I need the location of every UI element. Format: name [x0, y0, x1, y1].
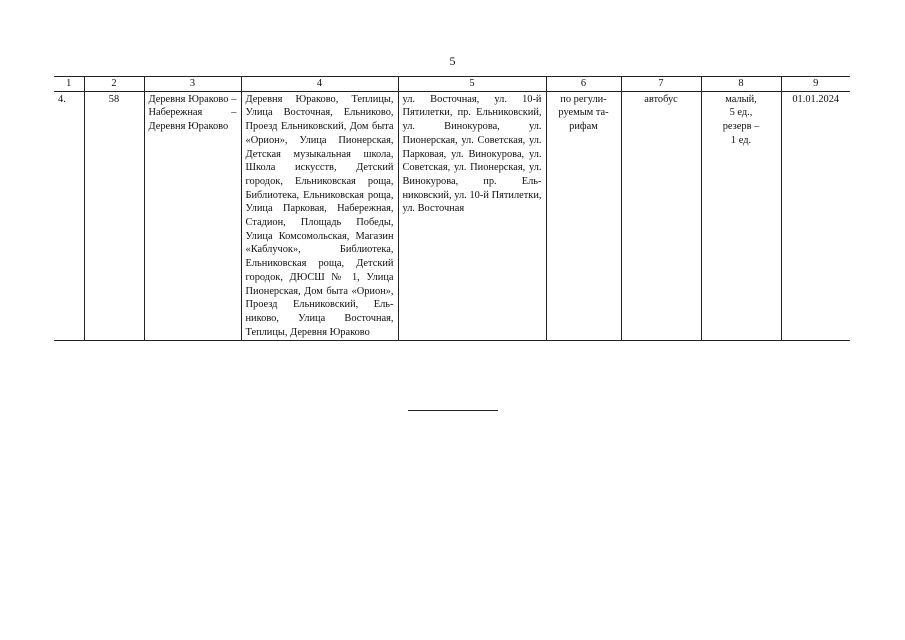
header-cell-7: 7: [621, 77, 701, 92]
table-row: [54, 91, 850, 341]
page-number: 5: [449, 54, 456, 68]
header-cell-9: 9: [781, 77, 850, 92]
vehicle-class-line: малый,: [725, 93, 757, 105]
header-cell-2: 2: [84, 77, 144, 92]
header-cell-1: 1: [54, 77, 84, 92]
route-streets: ул. Восточная, ул. 10-й Пятилетки, пр. Ельниковский, ул. Винокурова, ул. Пионерская, ул. Советская, ул. Парковая, ул. Винокурова, ул. Советская, ул. Пионерская, ул. Винокурова, пр. Ельниковский, ул. 10-й Пятилетки, ул. Восточная: [398, 91, 546, 341]
vehicle-class-line: 1 ед.: [730, 134, 752, 146]
tariff-type: по регулируемым тарифам: [546, 91, 621, 341]
routes-table: [54, 76, 850, 341]
route-number: 58: [84, 91, 144, 341]
header-cell-8: 8: [701, 77, 781, 92]
vehicle-type: автобус: [621, 91, 701, 341]
footer-divider: [408, 410, 498, 411]
header-cell-3: 3: [144, 77, 241, 92]
start-date: 01.01.2024: [781, 91, 850, 341]
vehicle-class: [701, 91, 781, 341]
vehicle-class-line: резерв –: [722, 121, 760, 133]
vehicle-class-line: 5 ед.,: [729, 107, 753, 119]
header-row: [54, 77, 850, 92]
row-index: 4.: [54, 91, 84, 341]
route-name: Деревня Юраково – Набережная – Деревня Юраково: [144, 91, 241, 341]
header-cell-6: 6: [546, 77, 621, 92]
route-stops: Деревня Юраково, Теплицы, Улица Восточная, Ельниково, Проезд Ельниковский, Дом быта «Орион», Улица Пионерская, Детская музыкальная школа, Школа искусств, Детский городок, Ельниковская роща, Библиотека, Ельниковская роща, Улица Парковая, Набережная, Стадион, Площадь Победы, Улица Комсомольская, Магазин «Каблучок», Библиотека, Ельниковская роща, Детский городок, ДЮСШ № 1, Улица Пионерская, Дом быта «Орион», Проезд Ельниковский, Ельниково, Улица Восточная, Теплицы, Деревня Юраково: [241, 91, 398, 341]
header-cell-5: 5: [398, 77, 546, 92]
header-cell-4: 4: [241, 77, 398, 92]
